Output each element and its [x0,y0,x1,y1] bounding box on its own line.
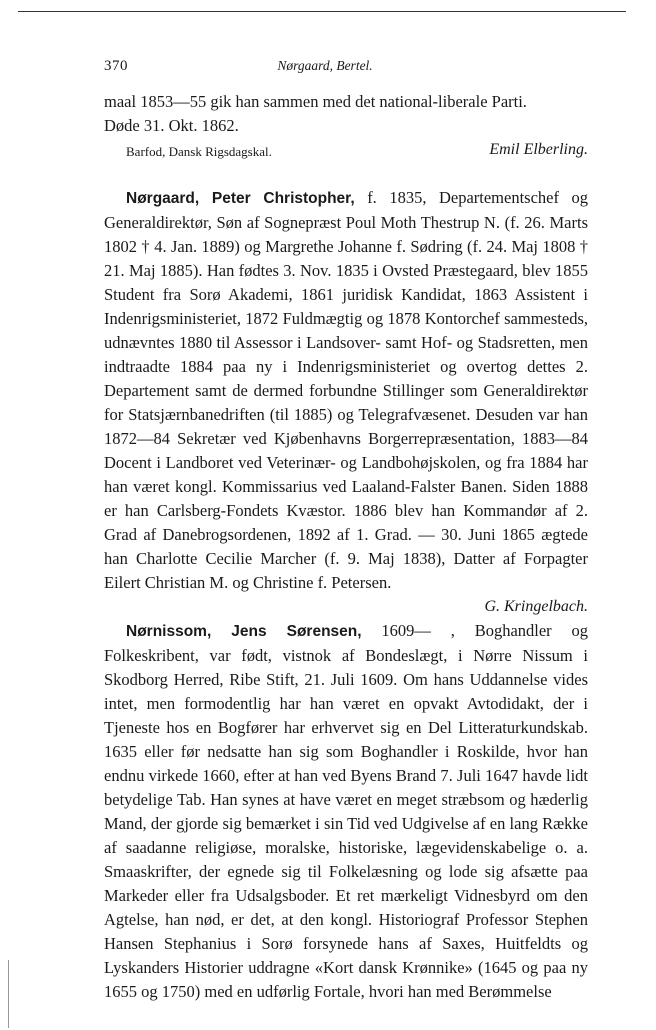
entry-body [104,186,588,595]
continuation-line: maal 1853—55 gik han sammen med det national-liberale Parti. [104,92,527,111]
entry-text: f. 1835, Departementschef og Generaldirektør, Søn af Sognepræst Poul Moth Thestrup N. (f. 26. Marts 1802 † 4. Jan. 1889) og Margrethe Johanne f. Sødring (f. 24. Maj 1808 † 21. Maj 1885). Han fødtes 3. Nov. 1835 i Ovsted Præstegaard, blev 1855 Student fra Sorø Akademi, 1861 juridisk Kandidat, 1863 Assistent i Indenrigsministeriet, 1872 Fuldmægtig og 1878 Kontorchef sammesteds, udnævntes 1880 til Assessor i Landsover- samt Hof- og Stadsretten, men indtraadte 1884 paa ny i Indenrigsministeriet og overtog dettes 2. Departement samt de dermed forbundne Stillinger som Generaldirektør for Statsjærnbanedriften (til 1885) og Telegrafvæsenet. Desuden var han 1872—84 Sekretær ved Kjøbenhavns Borgerrepræsentation, 1883—84 Docent i Landboret ved Veterinær- og Landbohøjskolen, og fra 1884 har han været kongl. Kommissarius ved Laaland-Falster Banen. Siden 1888 er han Carlsberg-Fondets Kvæstor. 1886 blev han Kommandør af 2. Grad af Danebrogsordenen, 1892 af 1. Grad. — 30. Juni 1865 ægtede han Charlotte Cecilie Marcher (f. 9. Maj 1838), Datter af Forpagter Eilert Christian M. og Christine f. Petersen. [104,188,588,592]
text-block [104,90,588,1004]
entry-heading: Nørgaard, Peter Christopher, [126,190,355,207]
entry-heading: Nørnissom, Jens Sørensen, [126,623,362,640]
entry-author: Emil Elberling. [489,141,588,158]
entry-text: 1609— , Boghandler og Folkeskribent, var født, vistnok af Bondeslægt, i Nørre Nissum i Skodborg Herred, Ribe Stift, 21. Juli 1609. Om hans Uddannelse vides intet, men formodentlig har han været en opvakt Avtodidakt, der i Tjeneste hos en Bogfører har erhvervet sig en Del Litteraturkundskab. 1635 eller før nedsatte han sig som Boghandler i Roskilde, hvor han endnu virkede 1660, efter at han ved Byens Brand 7. Juli 1647 havde lidt betydelige Tab. Han synes at have været en meget stræbsom og hæderlig Mand, der gjorde sig bemærket i sin Tid ved Udgivelse af en lang Række af saadanne religiøse, moralske, historiske, lægevidenskabelige o. a. Smaaskrifter, der egnede sig til Folkelæsning og lode sig afsætte paa Markeder eller fra Udsalgsboder. Et ret mærkeligt Vidnesbyrd om den Agtelse, han nød, er det, at den kongl. Historiograf Professor Stephen Hansen Stephanius i Sorø forsynede hans af Saxes, Huitfeldts og Lyskanders Historier uddragne «Kort dansk Krønnike» (1645 og paa ny 1655 og 1750) med en udførlig Fortale, hvori han med Berømmelse [104,621,589,1001]
continuation-line: Døde 31. Okt. 1862. [104,116,239,135]
entry-continuation [104,90,588,162]
running-head: Nørgaard, Bertel. [277,58,373,73]
page-number: 370 [104,58,128,74]
entry-author: G. Kringelbach. [484,598,588,615]
entry-noernissom [104,619,588,1004]
entry-reference-line [104,138,588,162]
top-rule [18,11,626,12]
entry-noergaard [104,186,588,619]
entry-body [104,619,588,1004]
entry-sources: Barfod, Dansk Rigsdagskal. [126,144,272,159]
page-edge-mark [8,960,9,1028]
